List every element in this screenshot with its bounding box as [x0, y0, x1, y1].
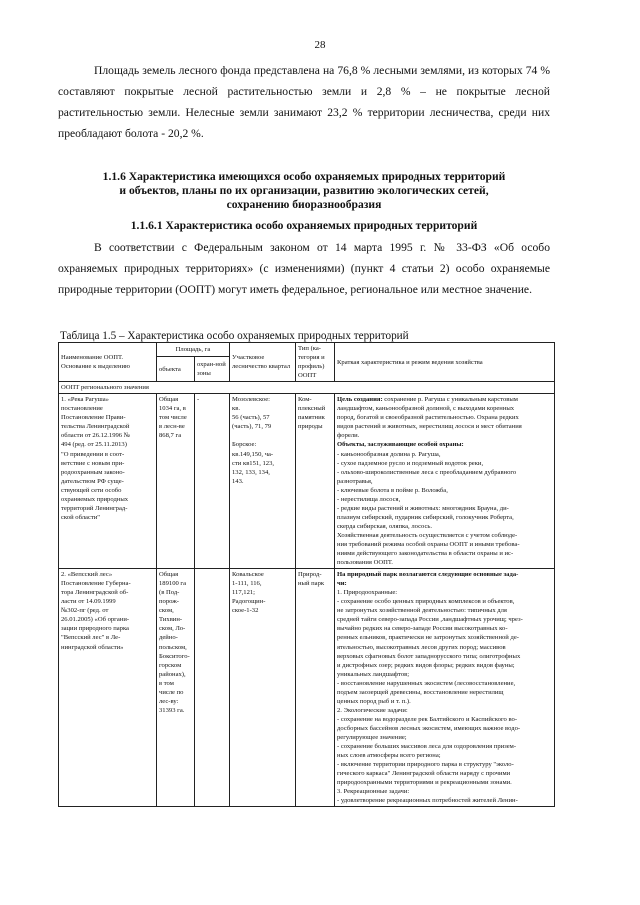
cell-line: 132, 133, 134,: [232, 468, 270, 476]
cell-line: Ковальское: [232, 571, 264, 579]
text-run: - ключевые болота в пойме р. Воложба,: [337, 486, 448, 494]
cell-line: Ком-: [298, 396, 312, 404]
text-run: - сохранение на водоразделе рек Балтийского и Каспийского во-: [337, 715, 518, 723]
cell-line: Общая: [159, 396, 179, 404]
cell-line: [337, 724, 552, 733]
cell-line: ствующей сети особо: [61, 486, 122, 494]
bold-run: На природный парк возлагаются следующие основные зада-: [337, 571, 519, 579]
cell-line: [337, 615, 552, 624]
cell-regime: [335, 394, 555, 569]
cell-line: [337, 431, 552, 440]
oopt-table: [58, 342, 555, 807]
cell-line: [337, 395, 552, 404]
cell-line: 143.: [232, 477, 244, 485]
cell-line: (в Под-: [159, 589, 180, 597]
text-run: Хозяйственная деятельность осуществляется с учетом соблюде-: [337, 531, 518, 539]
subsection-heading: 1.1.6.1 Характеристика особо охраняемых природных территорий: [130, 219, 478, 232]
cell-line: польском,: [159, 643, 187, 651]
bold-run: Цель создания:: [337, 396, 383, 404]
header-area-zone: охран-ной зоны: [195, 357, 230, 382]
cell-line: -: [197, 396, 200, 404]
cell-line: [337, 522, 552, 531]
cell-line: ветствие с новым при-: [61, 459, 125, 467]
cell-line: в том: [159, 679, 174, 687]
body-paragraph-forest-land: Площадь земель лесного фонда представлена на 76,8 % лесными землями, из которых 74 % составляют покрытые лесной растительностью земли и 2,8 % – не покрытые лесной растительностью земли. Нелесные земли занимают 23,2 % территории лесничества, среди них преобладают болота - 20,2 %.: [58, 64, 550, 140]
section-heading-line: сохранению биоразнообразия: [226, 198, 382, 211]
cell-line: тора Ленинградской об-: [61, 589, 129, 597]
text-run: пород, богатой и своеобразной растительностью. Охрана редких: [337, 414, 519, 422]
cell-line: дейно-: [159, 634, 178, 642]
text-run: ренных ельников, практически не затронутых хозяйственной де-: [337, 634, 519, 642]
cell-line: тельства Ленинградской: [61, 423, 130, 431]
cell-name: [59, 394, 157, 569]
text-run: - ольхово-широколиственные леса с преобладанием дубравного: [337, 468, 517, 476]
cell-line: [337, 679, 552, 688]
table-row: [59, 394, 555, 569]
text-run: не затронутых хозяйственной деятельностью: типичных для: [337, 607, 507, 615]
cell-line: [337, 742, 552, 751]
text-run: видов растений и животных, нерестилищ лосося и мест обитания: [337, 423, 522, 431]
table-section-label: ООПТ регионального значения: [59, 382, 555, 394]
cell-line: постановление: [61, 405, 103, 413]
text-run: скерда сибирская, оляпка, лосось.: [337, 522, 433, 530]
header-name: Наименование ООПТ. Основание к выделению: [59, 343, 157, 382]
cell-line: [337, 670, 552, 679]
cell-line: в лесн-ве: [159, 423, 185, 431]
text-run: - включение территории природного парка в структуру "эколо-: [337, 761, 514, 769]
cell-line: территорий Ленинград-: [61, 504, 128, 512]
text-run: - сохранение больших массивов леса для оздоровления призем-: [337, 743, 517, 751]
text-run: 2. Экологические задачи:: [337, 706, 408, 714]
text-run: сохранение р. Рагуша с уникальным карстовым: [382, 396, 518, 404]
cell-line: [337, 769, 552, 778]
text-run: 3. Рекреационные задачи:: [337, 788, 410, 796]
section-heading-line: 1.1.6 Характеристика имеющихся особо охраняемых природных территорий: [102, 170, 506, 183]
cell-type: [296, 569, 335, 807]
cell-line: Тихвин-: [159, 616, 183, 624]
cell-area-zone: [195, 394, 230, 569]
cell-line: 26.01.2005) «Об органи-: [61, 616, 130, 624]
cell-line: Природ-: [298, 571, 322, 579]
cell-line: Общая: [159, 571, 179, 579]
cell-line: "Вепсский лес" в Ле-: [61, 634, 121, 642]
text-run: пользования ООПТ.: [337, 559, 393, 567]
cell-line: [337, 477, 552, 486]
cell-line: [337, 459, 552, 468]
cell-line: лес-ву:: [159, 697, 179, 705]
header-regime: Краткая характеристика и режим ведения хозяйства: [335, 343, 555, 382]
cell-line: ласти от 14.09.1999: [61, 598, 116, 606]
cell-line: памятник: [298, 414, 325, 422]
cell-line: [337, 440, 552, 449]
text-run: 1. Природоохранные:: [337, 589, 398, 597]
cell-line: родоохранным законо-: [61, 468, 125, 476]
cell-line: 494 (ред. от 25.11.2013): [61, 441, 127, 449]
text-run: - удовлетворение рекреационных потребностей жителей Ленин-: [337, 797, 518, 805]
cell-line: [337, 495, 552, 504]
cell-line: нинградской области»: [61, 643, 124, 651]
cell-line: ском,: [159, 607, 174, 615]
text-run: средней тайги северо-запада России ,ландшафтных урочищ; чрез-: [337, 616, 523, 624]
cell-line: Радогощин-: [232, 598, 266, 606]
header-district: Участковое лесничество квартал: [230, 343, 296, 382]
cell-area-object: [157, 394, 195, 569]
cell-line: дательством РФ суще-: [61, 477, 124, 485]
text-run: - редкие виды растений и животных: многоядник Брауна, ди-: [337, 504, 509, 512]
cell-line: Бокситого-: [159, 652, 190, 660]
cell-line: ское-1-32: [232, 607, 259, 615]
cell-line: природы: [298, 423, 323, 431]
text-run: - каньонообразная долина р. Рагуша,: [337, 450, 441, 458]
text-run: и дистрофных озер; редких видов флоры; редких видов фауны;: [337, 661, 515, 669]
cell-line: [337, 450, 552, 459]
cell-line: 1-111, 116,: [232, 580, 262, 588]
text-run: досборных бассейнов лесных экосистем, имеющих важное водо-: [337, 724, 521, 732]
text-run: уникальных ландшафтов;: [337, 670, 410, 678]
cell-line: [337, 588, 552, 597]
text-run: ния требований режима особой охраны ООПТ и иными требова-: [337, 540, 520, 548]
text-run: - сохранение особо ценных природных комплексов и объектов,: [337, 598, 515, 606]
cell-line: [337, 606, 552, 615]
bold-run: чи:: [337, 580, 347, 588]
text-run: плазиум сибирский, пударник сибирский, голокучник Роберта,: [337, 513, 514, 521]
cell-line: [337, 624, 552, 633]
cell-district: [230, 394, 296, 569]
cell-type: [296, 394, 335, 569]
cell-line: [337, 760, 552, 769]
cell-line: [337, 652, 552, 661]
cell-line: том числе: [159, 414, 187, 422]
section-heading: [58, 170, 550, 212]
cell-line: [337, 688, 552, 697]
section-heading-line: и объектов, планы по их организации, развитию экологических сетей,: [119, 184, 489, 197]
header-area-object: объекта: [157, 357, 195, 382]
table-row: [59, 569, 555, 807]
cell-line: [337, 697, 552, 706]
cell-line: [337, 558, 552, 567]
cell-line: кв.: [232, 405, 240, 413]
text-run: - восстановление нарушенных экосистем (лесовосстановление,: [337, 679, 516, 687]
cell-area-object: [157, 569, 195, 807]
cell-line: 31393 га.: [159, 706, 185, 714]
text-run: гического каркаса" Ленинградской области наряду с прочими: [337, 770, 511, 778]
cell-district: [230, 569, 296, 807]
cell-line: [232, 431, 293, 440]
cell-line: Мозолевское:: [232, 396, 270, 404]
page-number: 28: [314, 39, 326, 51]
cell-line: [337, 540, 552, 549]
cell-line: [337, 715, 552, 724]
cell-line: [337, 706, 552, 715]
text-run: подъем заозерщей древесины, восстановление нерестилищ: [337, 688, 504, 696]
cell-line: [337, 579, 552, 588]
cell-line: [337, 796, 552, 805]
cell-line: [337, 422, 552, 431]
cell-line: ском, Ло-: [159, 625, 186, 633]
cell-line: 1034 га, в: [159, 405, 186, 413]
text-run: регулирующее значение;: [337, 733, 407, 741]
cell-line: [337, 531, 552, 540]
cell-line: [337, 661, 552, 670]
cell-line: ный парк: [298, 580, 325, 588]
cell-line: (часть), 71, 79: [232, 423, 272, 431]
cell-line: [337, 597, 552, 606]
text-run: - сухое падземное русло и подземный водоток реки,: [337, 459, 484, 467]
text-run: разнотравья,: [337, 477, 373, 485]
text-run: ных слоев атмосферы всего региона;: [337, 752, 441, 760]
cell-line: "О приведении в соот-: [61, 450, 125, 458]
text-run: природоохранными территориями и рекреационными зонами.: [337, 779, 512, 787]
cell-line: [337, 633, 552, 642]
cell-line: [337, 486, 552, 495]
cell-line: Борское:: [232, 441, 257, 449]
cell-line: Постановление Прави-: [61, 414, 126, 422]
cell-line: 189100 га: [159, 580, 187, 588]
cell-line: охраняемых природных: [61, 495, 129, 503]
cell-line: 117,121;: [232, 589, 256, 597]
header-area: Площадь, га: [157, 343, 230, 357]
body-paragraph-federal-law: В соответствии с Федеральным законом от 14 марта 1995 г. № 33-ФЗ «Об особо охраняемых природных территориях» (с изменениями) (пункт 4 статьи 2) особо охраняемые природные территории (ООПТ) могут иметь федеральное, региональное или местное значение.: [58, 241, 550, 296]
cell-name: [59, 569, 157, 807]
text-run: вычайно редких на северо-западе России высокотравных ко-: [337, 625, 508, 633]
cell-line: [337, 504, 552, 513]
cell-line: [337, 513, 552, 522]
cell-line: [337, 778, 552, 787]
text-run: - нерестилища лосося,: [337, 495, 401, 503]
cell-line: [337, 413, 552, 422]
text-run: ниями действующего законодательства в области охраны и ис-: [337, 550, 514, 558]
cell-line: [337, 733, 552, 742]
cell-line: сти кв151, 123,: [232, 459, 275, 467]
cell-line: [337, 570, 552, 579]
cell-line: [337, 404, 552, 413]
text-run: ятельностью, высокотравных лесов других пород; массивов: [337, 643, 506, 651]
text-run: верховых сфагновых болот западнорусского типа; олиготрофных: [337, 652, 521, 660]
cell-line: числе по: [159, 688, 184, 696]
text-run: ценных пород рыб и т. п.).: [337, 697, 411, 705]
cell-line: порож-: [159, 598, 180, 606]
cell-line: ской области": [61, 513, 101, 521]
cell-area-zone: [195, 569, 230, 807]
header-type: Тип (ка-тегория и профиль) ООПТ: [296, 343, 335, 382]
cell-line: [337, 787, 552, 796]
cell-line: Постановление Губерна-: [61, 580, 131, 588]
cell-line: горском: [159, 661, 182, 669]
bold-run: Объекты, заслуживающие особой охраны:: [337, 441, 464, 449]
text-run: форели.: [337, 432, 360, 440]
cell-line: 868,7 га: [159, 432, 182, 440]
cell-line: [337, 643, 552, 652]
cell-line: [337, 468, 552, 477]
cell-line: [337, 549, 552, 558]
text-run: ландшафтом, каньонообразной долиной, с выходами коренных: [337, 405, 515, 413]
cell-line: [337, 751, 552, 760]
cell-line: 56 (часть), 57: [232, 414, 270, 422]
cell-line: 2. «Вепсский лес»: [61, 571, 113, 579]
cell-line: кв.149,150, ча-: [232, 450, 274, 458]
cell-regime: [335, 569, 555, 807]
cell-line: районах),: [159, 670, 186, 678]
cell-line: зации природного парка: [61, 625, 129, 633]
table-caption: Таблица 1.5 – Характеристика особо охраняемых природных территорий: [60, 330, 409, 342]
cell-line: плексный: [298, 405, 326, 413]
cell-line: №302-пг (ред. от: [61, 607, 109, 615]
cell-line: 1. «Река Рагуша»: [61, 396, 109, 404]
cell-line: области от 26.12.1996 №: [61, 432, 131, 440]
